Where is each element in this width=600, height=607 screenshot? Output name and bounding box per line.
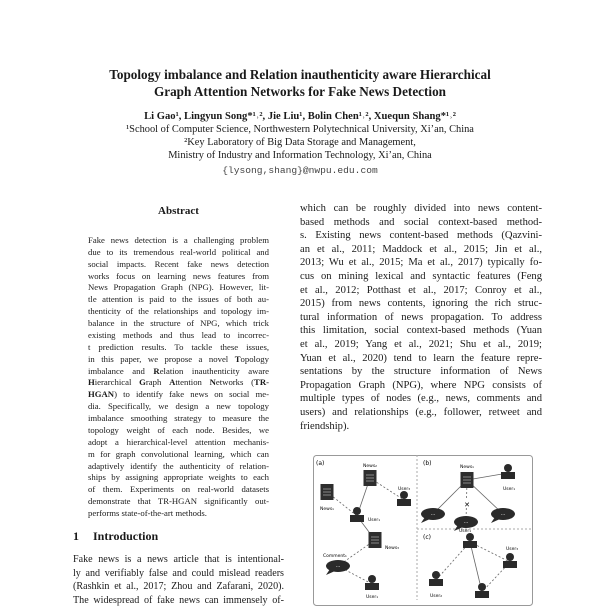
comment-bubble-icon bbox=[491, 508, 515, 523]
title-line: Graph Attention Networks for Fake News Detection bbox=[0, 83, 600, 100]
text-line: due to its tremendous real-world political and bbox=[88, 247, 269, 259]
text-line: adaptively identify the authenticity of relation- bbox=[88, 461, 269, 473]
text-line: tle attention is paid to the issues of both au- bbox=[88, 294, 269, 306]
text-line: based methods and social context-based method- bbox=[300, 216, 542, 230]
text-line: cus on mining lexical and syntactic features (Feng bbox=[300, 270, 542, 284]
node-label: User₁ bbox=[459, 528, 471, 534]
authors: Li Gao¹, Lingyun Song*¹˒², Jie Liu¹, Bolin Chen¹˒², Xuequn Shang*¹˒² bbox=[0, 111, 600, 122]
bold-text: R bbox=[153, 366, 159, 376]
text-line: users) and relationships (e.g., follower, retweet and bbox=[300, 406, 542, 420]
text-segment: ttention bbox=[175, 377, 209, 387]
node-label: User₃ bbox=[398, 486, 410, 492]
text-line: dia. Specifically, we design a new topology bbox=[88, 401, 269, 413]
text-line: social impacts. Recent fake news detection bbox=[88, 259, 269, 271]
text-line: Yuan et al., 2020) tend to learn the feature repre- bbox=[300, 352, 542, 366]
text-line bbox=[88, 354, 269, 366]
section-number: 1 bbox=[73, 529, 79, 543]
text-line: (Rashkin et al., 2017; Zhou and Zafarani, 2020). bbox=[73, 580, 284, 594]
text-line: Propagation Graph (NPG), where NPG consists of bbox=[300, 379, 542, 393]
bold-text: G bbox=[139, 377, 146, 387]
text-line: et al., 2019; Yang et al., 2021; Shu et al., 2019; bbox=[300, 338, 542, 352]
title-line: Topology imbalance and Relation inauthenticity aware Hierarchical bbox=[0, 66, 600, 83]
affiliation-2: ²Key Laboratory of Big Data Storage and Management, bbox=[0, 137, 600, 148]
text-line: which can be roughly divided into news content- bbox=[300, 202, 542, 216]
section-heading-introduction bbox=[73, 529, 158, 544]
user-icon bbox=[501, 464, 515, 479]
comment-bubble-icon bbox=[421, 508, 445, 523]
author-email: {lysong,shang}@nwpu.edu.com bbox=[0, 165, 600, 176]
user-icon bbox=[365, 575, 379, 590]
text-line: t prediction results. To tackle these issues, bbox=[88, 342, 269, 354]
node-label: User₃ bbox=[506, 546, 518, 552]
figure-frame bbox=[314, 456, 533, 606]
node-label: News₃ bbox=[385, 545, 399, 551]
comment-bubble-icon bbox=[326, 560, 350, 575]
section-title: Introduction bbox=[93, 529, 158, 543]
text-line: works focus on learning news features from bbox=[88, 271, 269, 283]
text-line: an et al., 2011; Maddock et al., 2015; Jin et al., bbox=[300, 243, 542, 257]
text-segment: ) to identify fake news on social me- bbox=[114, 389, 269, 399]
node-label: User₁ bbox=[503, 486, 515, 492]
node-label: User₂ bbox=[430, 593, 442, 599]
text-line: topology weight of each node. Besides, we bbox=[88, 425, 269, 437]
text-line bbox=[88, 377, 269, 389]
node-label: User₁ bbox=[366, 594, 378, 600]
panel-a-label: (a) bbox=[316, 460, 324, 467]
panel-c-label: (c) bbox=[423, 534, 431, 541]
figure-npg-examples: ··· (a) News₂ News₁ User₃ User₁ News₃ Comment₁ User₁ (b) News₁ User₁ ✕ (c) User₁ User₃ User₂ bbox=[313, 455, 533, 600]
user-icon bbox=[475, 583, 489, 598]
panel-b-label: (b) bbox=[423, 460, 432, 467]
text-segment: ierarchical bbox=[95, 377, 139, 387]
text-line: s. Existing news content-based methods (Qazvini- bbox=[300, 229, 542, 243]
text-line: Fake news is a news article that is intentional- bbox=[73, 553, 284, 567]
text-segment: imbalance and bbox=[88, 366, 153, 376]
text-line bbox=[88, 366, 269, 378]
text-line: demonstrate that TR-HGAN significantly out- bbox=[88, 496, 269, 508]
node-label: User₁ bbox=[368, 517, 380, 523]
text-line: 2013; Wu et al., 2015; Ma et al., 2017) typically fo- bbox=[300, 256, 542, 270]
text-line: existing methods and thus lead to incorrec- bbox=[88, 330, 269, 342]
text-line: thenticity of the relationships and topology im- bbox=[88, 306, 269, 318]
paper-title bbox=[0, 66, 600, 100]
node-label: News₁ bbox=[320, 506, 334, 512]
bold-text: H bbox=[88, 377, 95, 387]
abstract-heading: Abstract bbox=[73, 205, 284, 217]
text-segment: etworks ( bbox=[216, 377, 254, 387]
text-line: imbalance smoothing strategy to measure the bbox=[88, 413, 269, 425]
user-icon bbox=[397, 491, 411, 506]
text-line: performs state-of-the-art methods. bbox=[88, 508, 269, 520]
text-line: m for graph convolutional learning, which can bbox=[88, 449, 269, 461]
text-line: The widespread of fake news can immensely of- bbox=[73, 594, 284, 607]
bold-text: T bbox=[235, 354, 241, 364]
user-icon bbox=[350, 507, 364, 522]
text-line: this limitation, social context-based methods (Yuan bbox=[300, 324, 542, 338]
bold-text: HGAN bbox=[88, 389, 114, 399]
text-line: multiple types of nodes (e.g., news, comments and bbox=[300, 392, 542, 406]
cut-edge-icon: ✕ bbox=[464, 501, 470, 509]
text-line: adopt a hierarchical-level attention mechanis- bbox=[88, 437, 269, 449]
user-icon bbox=[503, 553, 517, 568]
text-line: News Propagation Graph (NPG). However, lit- bbox=[88, 282, 269, 294]
text-segment: in this paper, we propose a novel bbox=[88, 354, 235, 364]
bold-text: TR- bbox=[254, 377, 269, 387]
news-document-icon bbox=[321, 484, 334, 500]
text-line: friendship). bbox=[300, 420, 542, 434]
node-label: Comment₁ bbox=[323, 553, 347, 559]
text-segment: raph bbox=[146, 377, 169, 387]
text-line: ships by assigning appropriate weights to each bbox=[88, 472, 269, 484]
text-segment: elation inauthenticity aware bbox=[160, 366, 269, 376]
node-label: News₁ bbox=[460, 464, 474, 470]
text-line: Fake news detection is a challenging problem bbox=[88, 235, 269, 247]
affiliation-1: ¹School of Computer Science, Northwestern Polytechnical University, Xi’an, China bbox=[0, 124, 600, 135]
node-label: News₂ bbox=[363, 463, 377, 469]
bold-text: N bbox=[210, 377, 216, 387]
news-document-icon bbox=[461, 472, 474, 488]
text-line: sentations by the structure information of News bbox=[300, 365, 542, 379]
text-line: et al., 2012; Potthast et al., 2017; Conroy et al., bbox=[300, 284, 542, 298]
news-document-icon bbox=[364, 470, 377, 486]
news-document-icon bbox=[369, 532, 382, 548]
affiliation-2-cont: Ministry of Industry and Information Technology, Xi’an, China bbox=[0, 150, 600, 161]
text-line: of them. Experiments on real-world datasets bbox=[88, 484, 269, 496]
text-line: 2015) from news contents, ignoring the rich struc- bbox=[300, 297, 542, 311]
text-line: balance in the structure of NPG, which trick bbox=[88, 318, 269, 330]
text-segment: opology bbox=[241, 354, 269, 364]
text-line: ly and verifiably false and could mislead readers bbox=[73, 567, 284, 581]
user-icon bbox=[463, 533, 477, 548]
user-icon bbox=[429, 571, 443, 586]
bold-text: A bbox=[169, 377, 175, 387]
text-line: tural information of news propagation. To address bbox=[300, 311, 542, 325]
text-line bbox=[88, 389, 269, 401]
